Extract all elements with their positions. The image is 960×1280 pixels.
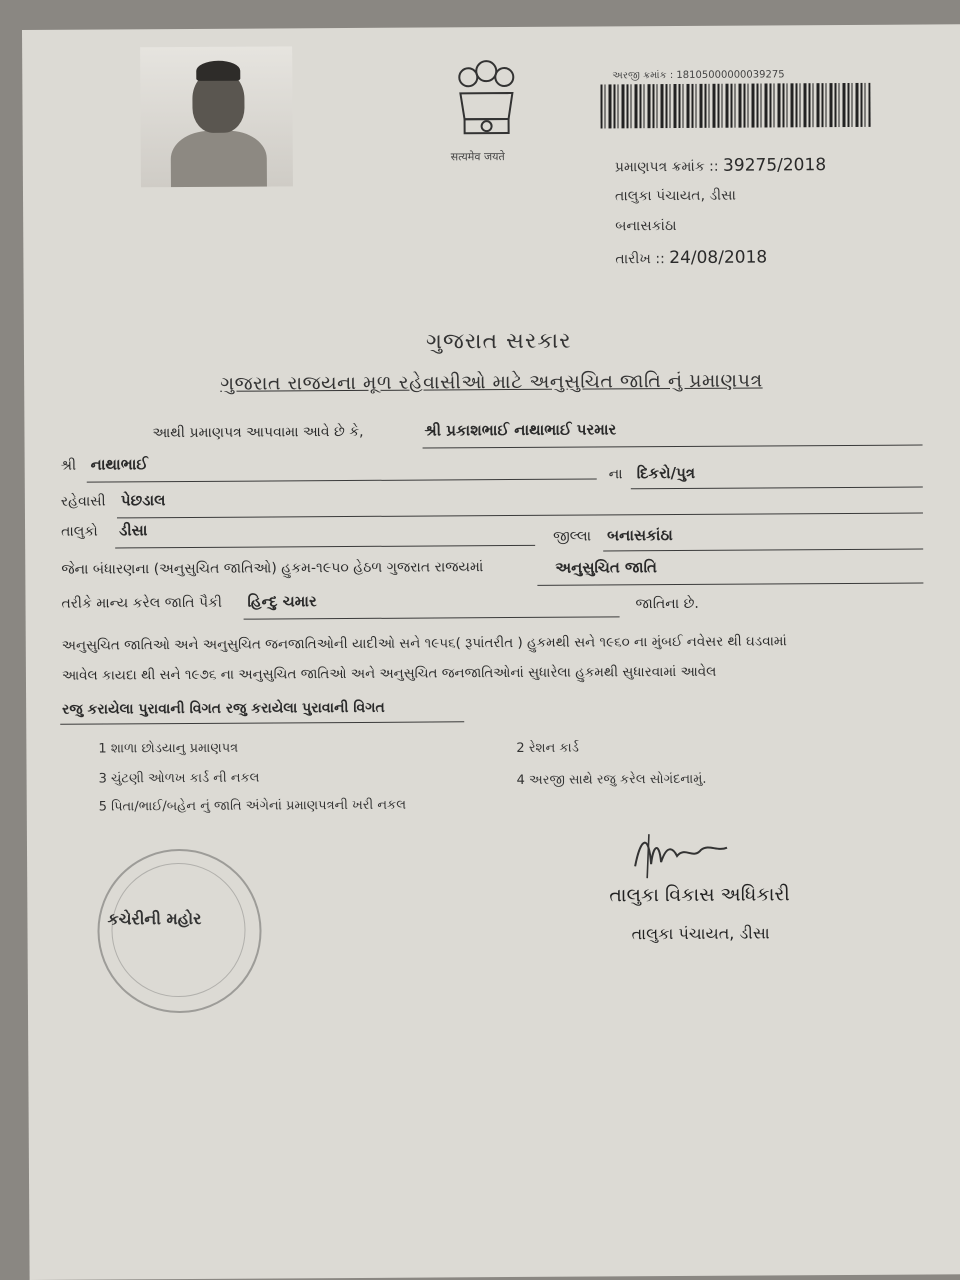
- issue-date: તારીખ :: 24/08/2018: [615, 247, 768, 269]
- national-emblem-icon: [446, 49, 527, 161]
- office-seal: [97, 849, 262, 1014]
- father-name: નાથાભાઈ: [90, 455, 149, 474]
- document-item: 1 શાળા છોડયાનુ પ્રમાણપત્ર: [98, 740, 239, 757]
- document-item: 5 પિતા/ભાઈ/બહેન નું જાતિ અંગેનાં પ્રમાણપત્રની ખરી નકલ: [98, 797, 407, 815]
- issuing-district: બનાસકાંઠા: [615, 218, 677, 235]
- legal-paragraph-line1: અનુસુચિત જાતિઓ અને અનુસુચિત જનજાતિઓની યાદીઓ સને ૧૯૫૬( રૂપાંતરીત ) હુકમથી સને ૧૯૬૦ ના મુંબઈ નવેસર થી ઘડવામાં: [61, 633, 787, 654]
- barcode: [600, 83, 870, 129]
- certificate-page: [22, 24, 960, 1280]
- officer-signature: [627, 826, 747, 883]
- legal-paragraph-line2: આવેલ કાયદા થી સને ૧૯૭૬ ના અનુસુચિત જાતિઓ અને અનુસુચિત જનજાતિઓનાં સુધારેલા હુકમથી સુધારવામાં આવેલ: [61, 663, 717, 684]
- taluka: ડીસા: [119, 521, 148, 540]
- documents-heading: રજુ કરાયેલા પુરાવાની વિગત રજુ કરાયેલા પુરાવાની વિગત: [62, 699, 385, 718]
- district: બનાસકાંઠા: [607, 526, 673, 545]
- officer-title: તાલુકા વિકાસ અધિકારી: [609, 883, 790, 907]
- officer-office: તાલુકા પંચાયત, ડીસા: [631, 923, 770, 944]
- category: અનુસુચિત જાતિ: [555, 558, 657, 577]
- issuing-office: તાલુકા પંચાયત, ડીસા: [614, 187, 736, 205]
- taluka-label: તાલુકો: [61, 523, 98, 540]
- caste-suffix: જાતિના છે.: [635, 595, 699, 613]
- application-number-label: અરજી ક્રમાંક : 18105000000039275: [612, 69, 785, 82]
- father-label: શ્રી: [60, 457, 77, 474]
- of-label: ના: [608, 466, 623, 483]
- certificate-title: ગુજરાત રાજયના મૂળ રહેવાસીઓ માટે અનુસુચિત જાતિ નું પ્રમાણપત્ર: [220, 369, 763, 395]
- government-title: ગુજરાત સરકાર: [425, 328, 572, 355]
- constitution-text: જેના બંધારણના (અનુસુચિત જાતિઓ) હુકમ-૧૯૫૦ હેઠળ ગુજરાત રાજયમાં: [61, 559, 484, 578]
- document-item: 3 ચુંટણી ઓળખ કાર્ડ ની નકલ: [98, 770, 260, 787]
- caste: હિન્દુ ચમાર: [247, 592, 317, 611]
- document-item: 4 અરજી સાથે રજુ કરેલ સોગંદનામું.: [516, 771, 707, 788]
- relation: દિકરો/પુત્ર: [636, 463, 696, 483]
- applicant-name: શ્રી પ્રકાશભાઈ નાથાભાઈ પરમાર: [424, 420, 617, 440]
- district-label: જીલ્લા: [553, 528, 592, 545]
- emblem-motto: सत्यमेव जयते: [450, 150, 505, 164]
- village: પેછડાલ: [120, 491, 166, 510]
- resident-label: રહેવાસી: [60, 493, 106, 510]
- intro-text: આથી પ્રમાણપત્ર આપવામા આવે છે કે,: [152, 423, 364, 442]
- document-item: 2 રેશન કાર્ડ: [516, 740, 579, 756]
- applicant-photo: [140, 46, 293, 187]
- recognized-label: તરીકે માન્ય કરેલ જાતિ પૈકી: [61, 594, 222, 612]
- certificate-number: પ્રમાણપત્ર ક્રમાંક :: 39275/2018: [614, 155, 827, 176]
- seal-label: કચેરીની મહોર: [107, 908, 202, 929]
